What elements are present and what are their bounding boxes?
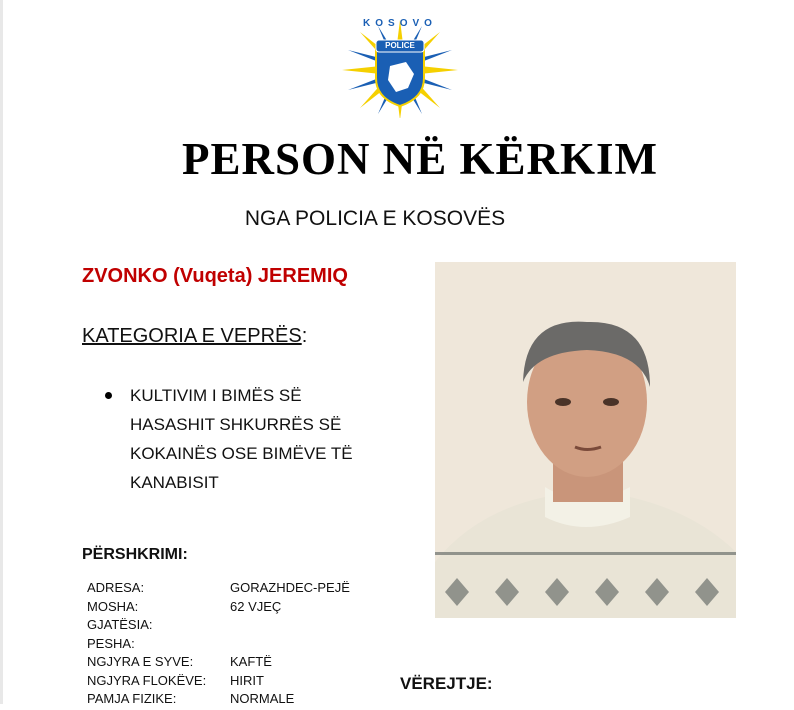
offense-list-item — [108, 381, 368, 497]
row-value: 62 VJEÇ — [230, 598, 282, 614]
description-row — [87, 691, 350, 710]
person-name: ZVONKO (Vuqeta) JEREMIQ — [82, 265, 348, 287]
page-edge — [0, 0, 3, 704]
row-value: NORMALE — [230, 691, 295, 706]
description-row — [87, 636, 350, 655]
description-row — [87, 673, 350, 692]
description-row — [87, 617, 350, 636]
row-value: KAFTË — [230, 654, 272, 669]
description-table — [87, 580, 350, 710]
description-row — [87, 580, 350, 599]
row-label: PESHA: — [87, 635, 135, 651]
row-label: PAMJA FIZIKE: — [87, 691, 177, 706]
row-value: HIRIT — [230, 672, 264, 688]
category-colon: : — [301, 325, 308, 347]
logo-badge-text: POLICE — [385, 41, 415, 50]
row-label: NGJYRA FLOKËVE: — [87, 672, 207, 688]
row-value: GORAZHDEC-PEJË — [230, 580, 350, 595]
description-row — [87, 654, 350, 673]
description-row — [87, 599, 350, 618]
category-label: KATEGORIA E VEPRËS — [82, 325, 302, 347]
row-label: MOSHA: — [87, 598, 139, 614]
offense-text: KULTIVIM I BIMËS SË HASASHIT SHKURRËS SË KOKAINËS OSE BIMËVE TË KANABISIT — [130, 386, 353, 492]
row-label: GJATËSIA: — [87, 617, 153, 632]
category-heading — [82, 325, 307, 348]
page-title: PERSON NË KËRKIM — [181, 134, 659, 184]
row-label: ADRESA: — [87, 580, 145, 595]
kosovo-police-logo — [338, 14, 462, 118]
row-label: NGJYRA E SYVE: — [87, 654, 194, 669]
bullet-icon — [105, 392, 112, 399]
page-subtitle: NGA POLICIA E KOSOVËS — [244, 207, 506, 230]
remarks-heading: VËREJTJE: — [400, 674, 493, 693]
description-heading: PËRSHKRIMI: — [82, 546, 188, 563]
logo-top-text: KOSOVO — [363, 18, 437, 29]
person-photo — [435, 262, 736, 618]
portrait-illustration — [435, 262, 736, 618]
